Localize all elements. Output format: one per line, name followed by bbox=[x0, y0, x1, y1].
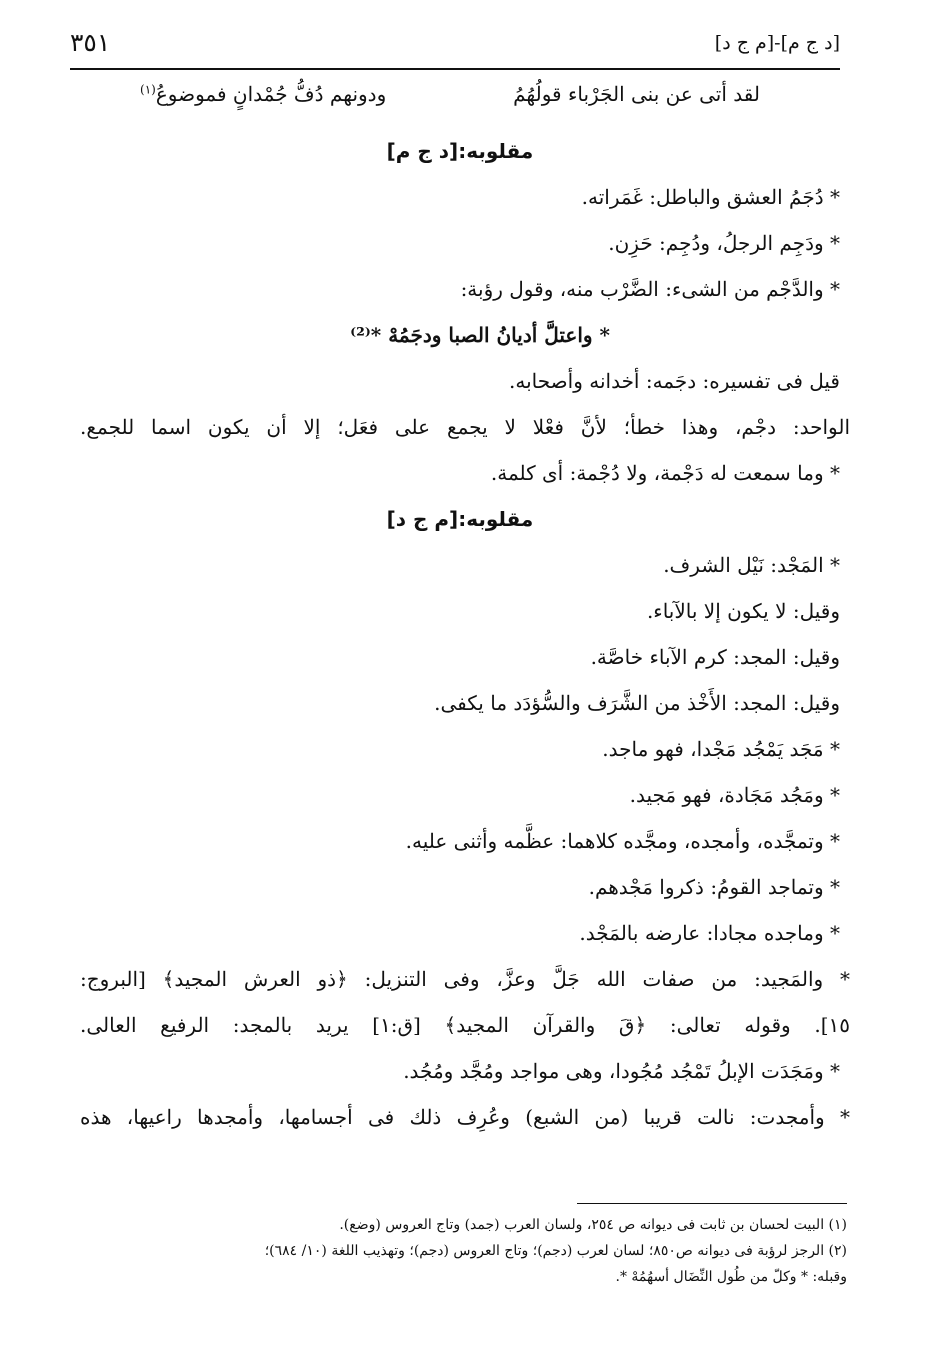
footnote-divider bbox=[577, 1203, 847, 1204]
page-header bbox=[70, 28, 840, 70]
text-line: وقيل: لا يكون إلا بالآباء. bbox=[646, 599, 840, 623]
verse-second-hemistich-wrap bbox=[140, 82, 386, 106]
verse-first-hemistich: لقد أتى عن بنى الجَرْباء قولُهُمُ bbox=[513, 82, 760, 106]
header-root-key: [د ج م]-[م ج د] bbox=[714, 32, 840, 54]
section-heading: مقلوبه:[د ج م] bbox=[386, 139, 534, 163]
text-line: * ودَجِم الرجلُ، ودُجِم: حَزِن. bbox=[608, 231, 840, 255]
text-line: ١٥]. وقوله تعالى: ﴿قَ والقرآن المجيد﴾ [ق:١] يريد بالمجد: الرفيع العالى. bbox=[80, 1013, 850, 1037]
footnote-marker: (١) bbox=[140, 82, 156, 97]
text-line: وقيل: المجد: الأَخْذ من الشَّرَف والسُّؤدَد ما يكفى. bbox=[434, 691, 840, 715]
text-line: الواحد: دجْم، وهذا خطأ؛ لأنَّ فعْلا لا يجمع على فعَل؛ إلا أن يكون اسما للجمع. bbox=[80, 415, 850, 439]
page-number: ٣٥١ bbox=[70, 28, 111, 57]
body-text bbox=[80, 128, 850, 1140]
text-line: * وتمجَّده، وأمجده، ومجَّده كلاهما: عظَّمه وأثنى عليه. bbox=[405, 829, 840, 853]
footnote-line: (١) البيت لحسان بن ثابت فى ديوانه ص ٢٥٤، ولسان العرب (جمد) وتاج العروس (وضع). bbox=[339, 1217, 847, 1233]
text-line: * وأمجدت: نالت قريبا (من الشبع) وعُرِف ذلك فى أجسامها، وأمجدها راعيها، هذه bbox=[80, 1105, 850, 1129]
text-line: * واعتلَّ أديانُ الصبا ودجَمُهْ *⁽²⁾ bbox=[350, 323, 610, 347]
text-line: وقيل: المجد: كرم الآباء خاصَّة. bbox=[590, 645, 840, 669]
text-line: * وتماجد القومُ: ذكروا مَجْدهم. bbox=[588, 875, 840, 899]
footnote-line: (٢) الرجز لرؤبة فى ديوانه ص٨٥٠؛ لسان لعرب (دجم)؛ وتاج العروس (دجم)؛ وتهذيب اللغة (١٠/ ٦٨٤)؛ bbox=[264, 1243, 847, 1259]
section-heading: مقلوبه:[م ج د] bbox=[386, 507, 534, 531]
text-line: * ومَجَدَت الإبلُ تَمْجُد مُجُودا، وهى مواجد ومُجَّد ومُجُد. bbox=[403, 1059, 840, 1083]
text-line: * والمَجيد: من صفات الله جَلَّ وعزَّ، وفى التنزيل: ﴿ذو العرش المجيد﴾ [البروج: bbox=[80, 967, 850, 991]
text-line: * وما سمعت له دَجْمة، ولا دُجْمة: أى كلمة. bbox=[490, 461, 840, 485]
footnotes bbox=[77, 1212, 847, 1290]
text-line: * المَجْد: نَيْل الشرف. bbox=[663, 553, 840, 577]
verse-second-hemistich: ودونهم دُفُّ جُمْدانٍ فموضوعُ bbox=[155, 82, 387, 106]
text-line: قيل فى تفسيره: دجَمه: أخدانه وأصحابه. bbox=[509, 369, 840, 393]
poetry-verse bbox=[140, 82, 760, 122]
text-line: * وماجده مجادا: عارضه بالمَجْد. bbox=[579, 921, 840, 945]
text-line: * مَجَد يَمْجُد مَجْدا، فهو ماجد. bbox=[602, 737, 840, 761]
footnote-line: وقبله: * وكلّ من طُول النِّضَال أسهُمُهْ *. bbox=[615, 1269, 847, 1285]
text-line: * والدَّجْم من الشىء: الضَّرْب منه، وقول رؤبة: bbox=[460, 277, 840, 301]
text-line: * ومَجُد مَجَادة، فهو مَجيد. bbox=[629, 783, 840, 807]
text-line: * دُجَمُ العشق والباطل: غَمَراته. bbox=[581, 185, 840, 209]
